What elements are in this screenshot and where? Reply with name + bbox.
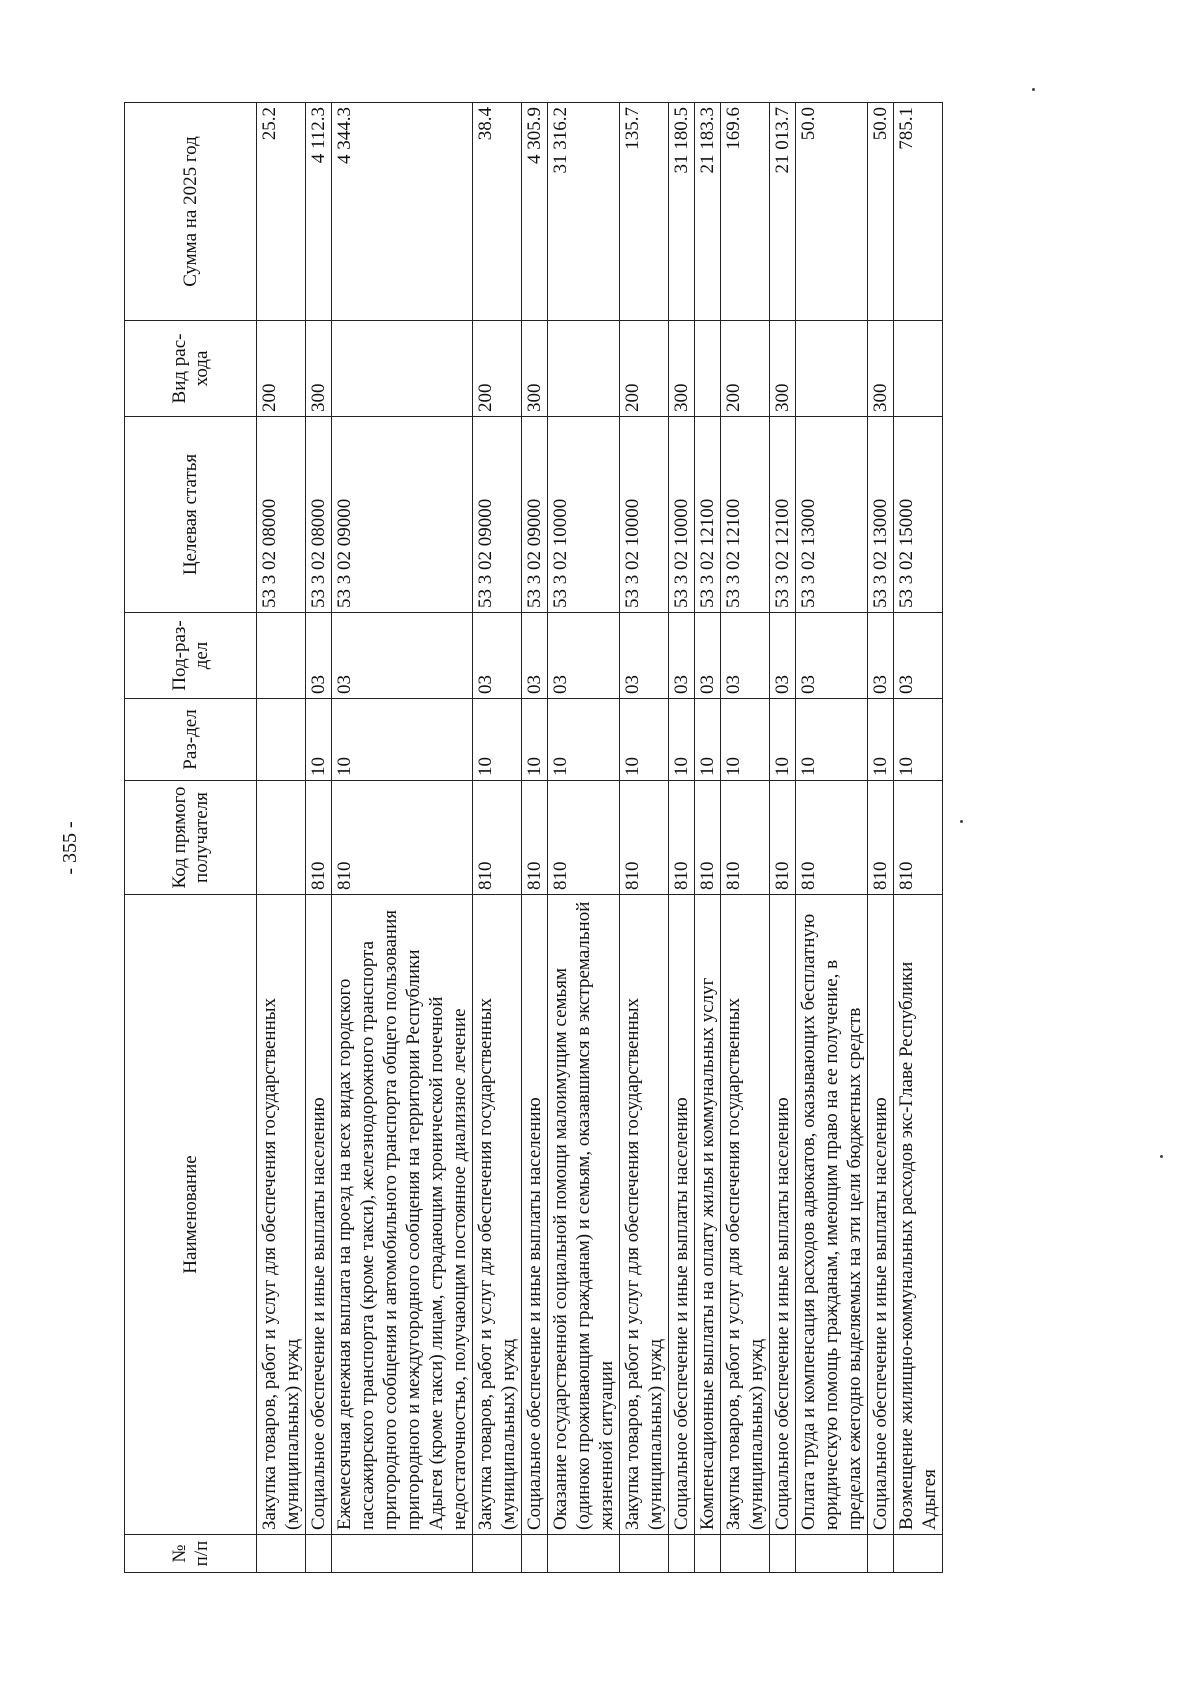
- row-recipient-code: 810: [796, 781, 868, 895]
- row-target-article: 53 3 02 10000: [548, 417, 620, 613]
- row-expense-type: 300: [669, 321, 695, 417]
- row-target-article: 53 3 02 08000: [257, 417, 306, 613]
- row-sum: 21 013.7: [770, 103, 796, 321]
- row-num: [548, 1535, 620, 1573]
- row-recipient-code: 810: [868, 781, 894, 895]
- scan-speck: [960, 820, 963, 823]
- row-subsection: 03: [868, 613, 894, 699]
- table-row: [548, 103, 620, 1573]
- row-section: 10: [522, 699, 548, 781]
- row-section: 10: [306, 699, 332, 781]
- row-num: [695, 1535, 721, 1573]
- row-expense-type: [796, 321, 868, 417]
- row-subsection: 03: [620, 613, 669, 699]
- row-name: Закупка товаров, работ и услуг для обеспечения государственных (муниципальных) нужд: [620, 895, 669, 1535]
- row-name: Социальное обеспечение и иные выплаты населению: [306, 895, 332, 1535]
- table-row: [796, 103, 868, 1573]
- row-recipient-code: 810: [620, 781, 669, 895]
- row-subsection: 03: [669, 613, 695, 699]
- row-target-article: 53 3 02 12100: [721, 417, 770, 613]
- page-number: - 355 -: [59, 821, 81, 875]
- table-row: [257, 103, 306, 1573]
- row-target-article: 53 3 02 12100: [770, 417, 796, 613]
- table-row: [332, 103, 473, 1573]
- row-sum: 4 112.3: [306, 103, 332, 321]
- row-expense-type: 200: [473, 321, 522, 417]
- row-num: [522, 1535, 548, 1573]
- row-name: Возмещение жилищно-коммунальных расходов экс-Главе Республики Адыгея: [894, 895, 943, 1535]
- row-num: [257, 1535, 306, 1573]
- row-target-article: 53 3 02 09000: [473, 417, 522, 613]
- row-target-article: 53 3 02 08000: [306, 417, 332, 613]
- table-row: [894, 103, 943, 1573]
- row-sum: 169.6: [721, 103, 770, 321]
- header-sum: Сумма на 2025 год: [125, 103, 257, 321]
- row-name: Закупка товаров, работ и услуг для обеспечения государственных (муниципальных) нужд: [257, 895, 306, 1535]
- row-num: [894, 1535, 943, 1573]
- row-recipient-code: 810: [669, 781, 695, 895]
- table-header-row: [125, 103, 257, 1573]
- row-num: [868, 1535, 894, 1573]
- row-recipient-code: 810: [522, 781, 548, 895]
- row-num: [721, 1535, 770, 1573]
- row-expense-type: 300: [868, 321, 894, 417]
- row-target-article: 53 3 02 12100: [695, 417, 721, 613]
- scan-speck: [1160, 1155, 1163, 1158]
- row-name: Закупка товаров, работ и услуг для обеспечения государственных (муниципальных) нужд: [721, 895, 770, 1535]
- row-section: 10: [796, 699, 868, 781]
- row-target-article: 53 3 02 13000: [868, 417, 894, 613]
- row-sum: 50.0: [796, 103, 868, 321]
- row-name: Компенсационные выплаты на оплату жилья и коммунальных услуг: [695, 895, 721, 1535]
- row-recipient-code: 810: [894, 781, 943, 895]
- row-section: 10: [620, 699, 669, 781]
- header-expense: Вид рас-хода: [125, 321, 257, 417]
- row-section: 10: [721, 699, 770, 781]
- row-subsection: 03: [473, 613, 522, 699]
- header-name: Наименование: [125, 895, 257, 1535]
- scan-speck: [1032, 88, 1035, 91]
- table-row: [721, 103, 770, 1573]
- row-expense-type: 200: [620, 321, 669, 417]
- row-subsection: 03: [894, 613, 943, 699]
- row-name: Социальное обеспечение и иные выплаты населению: [522, 895, 548, 1535]
- row-expense-type: [695, 321, 721, 417]
- row-section: 10: [332, 699, 473, 781]
- row-target-article: 53 3 02 09000: [332, 417, 473, 613]
- row-target-article: 53 3 02 10000: [620, 417, 669, 613]
- row-num: [669, 1535, 695, 1573]
- row-sum: 4 344.3: [332, 103, 473, 321]
- row-recipient-code: 810: [695, 781, 721, 895]
- row-recipient-code: 810: [332, 781, 473, 895]
- row-subsection: [257, 613, 306, 699]
- row-section: 10: [894, 699, 943, 781]
- row-subsection: 03: [695, 613, 721, 699]
- row-num: [620, 1535, 669, 1573]
- row-expense-type: 200: [721, 321, 770, 417]
- row-subsection: 03: [548, 613, 620, 699]
- row-num: [332, 1535, 473, 1573]
- row-recipient-code: 810: [306, 781, 332, 895]
- table-row: [695, 103, 721, 1573]
- row-num: [796, 1535, 868, 1573]
- row-subsection: 03: [332, 613, 473, 699]
- row-sum: 50.0: [868, 103, 894, 321]
- row-sum: 31 180.5: [669, 103, 695, 321]
- row-recipient-code: 810: [770, 781, 796, 895]
- row-section: [257, 699, 306, 781]
- row-name: Ежемесячная денежная выплата на проезд на всех видах городского пассажирского транспорта (кроме такси), железнодорожного транспорта пригородного сообщения и автомобильного транспорта общего пользования пригородного и междугородного сообщения на территории Республики Адыгея (кроме такси) лицам, страдающим хронической почечной недостаточностью, получающим постоянное диализное лечение: [332, 895, 473, 1535]
- row-recipient-code: 810: [473, 781, 522, 895]
- row-section: 10: [669, 699, 695, 781]
- row-subsection: 03: [796, 613, 868, 699]
- table-row: [868, 103, 894, 1573]
- row-recipient-code: 810: [721, 781, 770, 895]
- row-name: Социальное обеспечение и иные выплаты населению: [669, 895, 695, 1535]
- row-name: Социальное обеспечение и иные выплаты населению: [770, 895, 796, 1535]
- row-subsection: 03: [522, 613, 548, 699]
- row-subsection: 03: [721, 613, 770, 699]
- row-target-article: 53 3 02 09000: [522, 417, 548, 613]
- table-row: [770, 103, 796, 1573]
- row-expense-type: [332, 321, 473, 417]
- row-sum: 31 316.2: [548, 103, 620, 321]
- budget-table: [124, 102, 943, 1573]
- row-expense-type: 300: [306, 321, 332, 417]
- header-subsection: Под-раз-дел: [125, 613, 257, 699]
- row-section: 10: [868, 699, 894, 781]
- row-sum: 135.7: [620, 103, 669, 321]
- header-target: Целевая статья: [125, 417, 257, 613]
- row-expense-type: [894, 321, 943, 417]
- row-sum: 4 305.9: [522, 103, 548, 321]
- row-sum: 38.4: [473, 103, 522, 321]
- row-subsection: 03: [306, 613, 332, 699]
- table-row: [522, 103, 548, 1573]
- row-sum: 25.2: [257, 103, 306, 321]
- row-target-article: 53 3 02 15000: [894, 417, 943, 613]
- header-recipient: Код прямого получателя: [125, 781, 257, 895]
- row-section: 10: [548, 699, 620, 781]
- row-name: Оплата труда и компенсация расходов адвокатов, оказывающих бесплатную юридическую помощь гражданам, имеющим право на ее получение, в пределах ежегодно выделяемых на эти цели бюджетных средств: [796, 895, 868, 1535]
- table-row: [620, 103, 669, 1573]
- row-target-article: 53 3 02 13000: [796, 417, 868, 613]
- row-name: Оказание государственной социальной помощи малоимущим семьям (одиноко проживающим гражданам) и семьям, оказавшимся в экстремальной жизненной ситуации: [548, 895, 620, 1535]
- row-sum: 785.1: [894, 103, 943, 321]
- row-target-article: 53 3 02 10000: [669, 417, 695, 613]
- row-name: Социальное обеспечение и иные выплаты населению: [868, 895, 894, 1535]
- row-name: Закупка товаров, работ и услуг для обеспечения государственных (муниципальных) нужд: [473, 895, 522, 1535]
- row-num: [306, 1535, 332, 1573]
- table-body: [257, 103, 943, 1573]
- row-subsection: 03: [770, 613, 796, 699]
- row-expense-type: 300: [770, 321, 796, 417]
- row-recipient-code: 810: [548, 781, 620, 895]
- header-num: № п/п: [125, 1535, 257, 1573]
- table-row: [669, 103, 695, 1573]
- row-section: 10: [695, 699, 721, 781]
- row-section: 10: [473, 699, 522, 781]
- table-row: [306, 103, 332, 1573]
- row-section: 10: [770, 699, 796, 781]
- table-row: [473, 103, 522, 1573]
- row-expense-type: 300: [522, 321, 548, 417]
- row-recipient-code: [257, 781, 306, 895]
- row-expense-type: [548, 321, 620, 417]
- row-sum: 21 183.3: [695, 103, 721, 321]
- rotated-table-sheet: [124, 103, 1076, 1573]
- row-num: [770, 1535, 796, 1573]
- header-section: Раз-дел: [125, 699, 257, 781]
- row-num: [473, 1535, 522, 1573]
- row-expense-type: 200: [257, 321, 306, 417]
